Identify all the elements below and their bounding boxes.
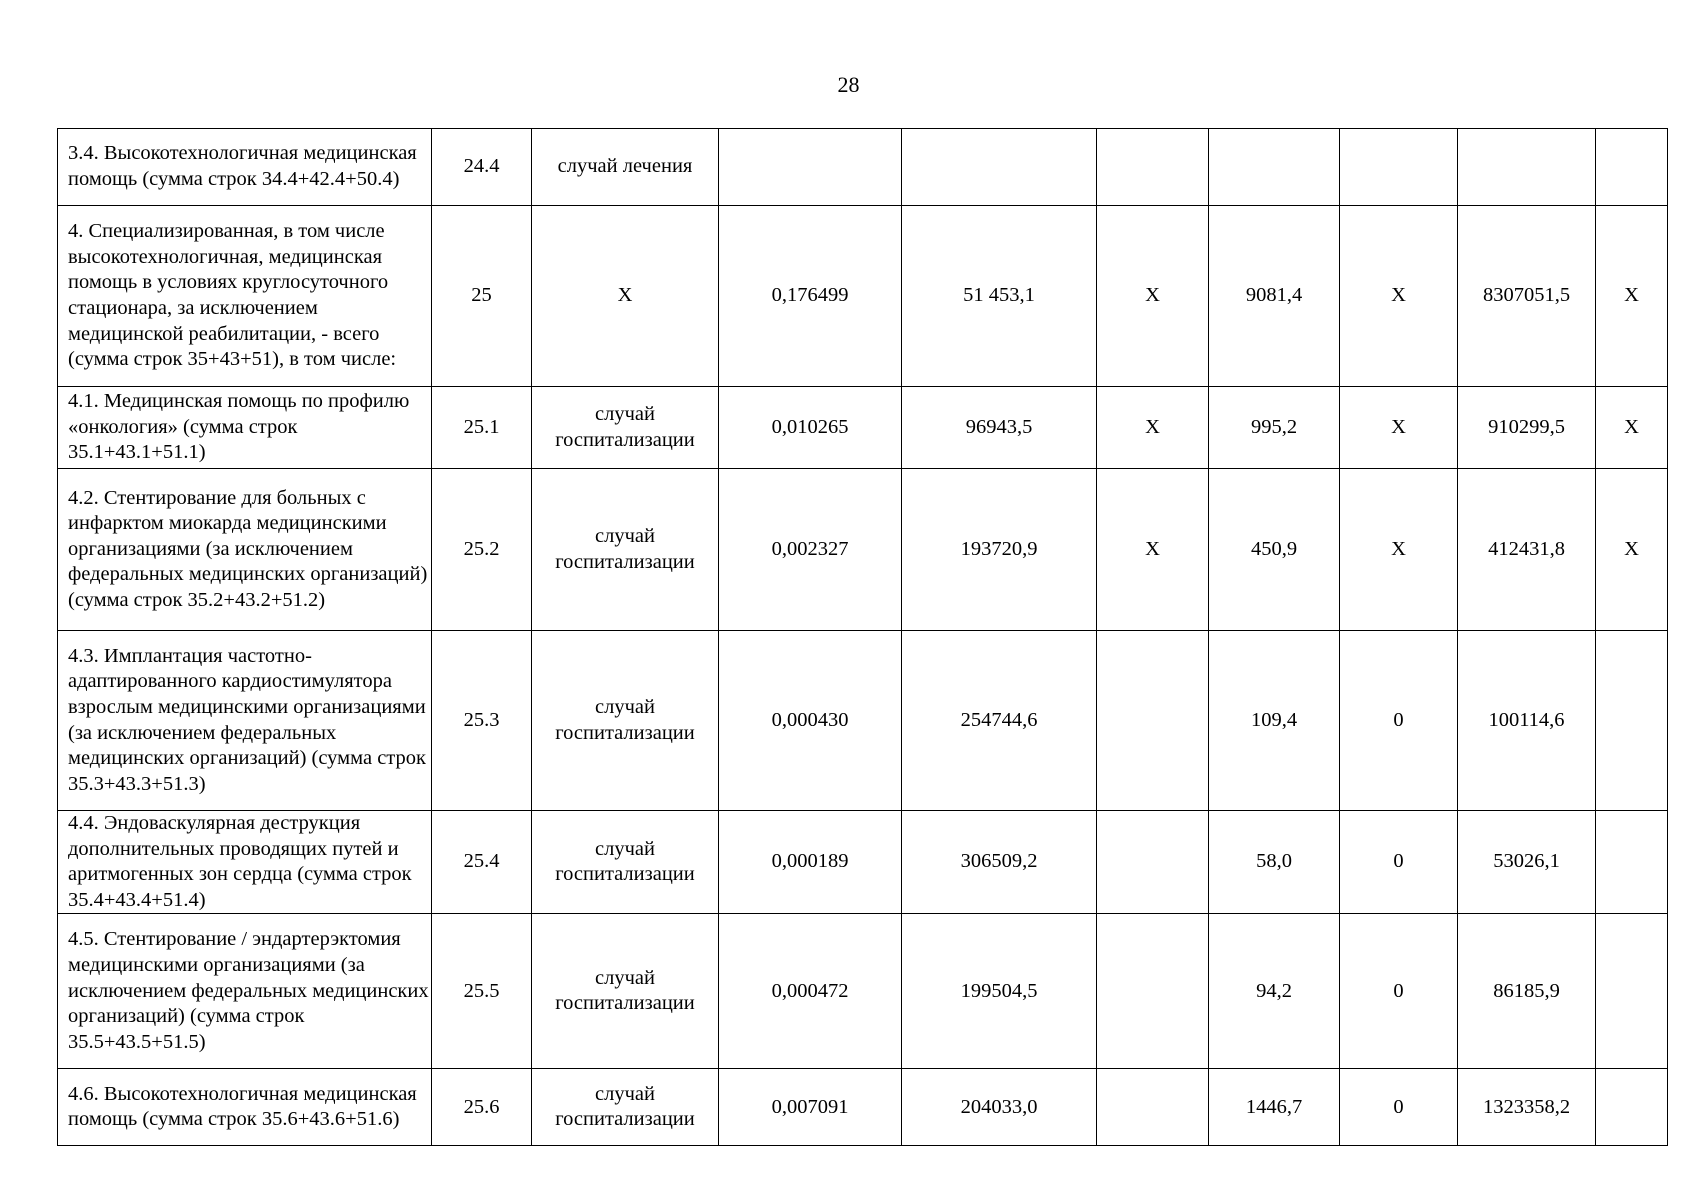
value-cell: 204033,0 bbox=[902, 1069, 1097, 1146]
table-row bbox=[58, 631, 1668, 811]
value-cell: 0,002327 bbox=[719, 469, 902, 631]
value-cell: 100114,6 bbox=[1458, 631, 1596, 811]
value-cell: 910299,5 bbox=[1458, 387, 1596, 469]
value-cell: 86185,9 bbox=[1458, 914, 1596, 1069]
value-cell: 412431,8 bbox=[1458, 469, 1596, 631]
value-cell: 8307051,5 bbox=[1458, 206, 1596, 387]
row-number-cell: 25.5 bbox=[432, 914, 532, 1069]
row-name-cell: 4.1. Медицинская помощь по профилю «онкология» (сумма строк 35.1+43.1+51.1) bbox=[58, 387, 432, 469]
row-number-cell: 25.1 bbox=[432, 387, 532, 469]
table-row bbox=[58, 469, 1668, 631]
value-cell: 0 bbox=[1340, 631, 1458, 811]
value-cell: Х bbox=[1596, 469, 1668, 631]
table-row bbox=[58, 387, 1668, 469]
row-number-cell: 25.3 bbox=[432, 631, 532, 811]
value-cell: 254744,6 bbox=[902, 631, 1097, 811]
table-row bbox=[58, 1069, 1668, 1146]
value-cell bbox=[1097, 129, 1209, 206]
row-name-cell: 4.6. Высокотехнологичная медицинская помощь (сумма строк 35.6+43.6+51.6) bbox=[58, 1069, 432, 1146]
value-cell: 450,9 bbox=[1209, 469, 1340, 631]
value-cell bbox=[1596, 914, 1668, 1069]
row-number-cell: 25.4 bbox=[432, 811, 532, 914]
value-cell: 1446,7 bbox=[1209, 1069, 1340, 1146]
value-cell: Х bbox=[1097, 469, 1209, 631]
value-cell bbox=[1209, 129, 1340, 206]
value-cell: Х bbox=[1340, 206, 1458, 387]
row-number-cell: 25 bbox=[432, 206, 532, 387]
value-cell bbox=[1097, 811, 1209, 914]
value-cell bbox=[719, 129, 902, 206]
value-cell bbox=[1596, 631, 1668, 811]
value-cell bbox=[1340, 129, 1458, 206]
unit-cell: случай госпитализации bbox=[532, 1069, 719, 1146]
value-cell: 53026,1 bbox=[1458, 811, 1596, 914]
value-cell: 306509,2 bbox=[902, 811, 1097, 914]
value-cell: 1323358,2 bbox=[1458, 1069, 1596, 1146]
value-cell: 0,000189 bbox=[719, 811, 902, 914]
value-cell: Х bbox=[1097, 206, 1209, 387]
value-cell bbox=[1458, 129, 1596, 206]
value-cell: Х bbox=[1097, 387, 1209, 469]
value-cell bbox=[1097, 1069, 1209, 1146]
unit-cell: случай госпитализации bbox=[532, 469, 719, 631]
value-cell: 995,2 bbox=[1209, 387, 1340, 469]
unit-cell: Х bbox=[532, 206, 719, 387]
row-name-cell: 4. Специализированная, в том числе высокотехнологичная, медицинская помощь в условиях круглосуточного стационара, за исключением медицинской реабилитации, - всего (сумма строк 35+43+51), в том числе: bbox=[58, 206, 432, 387]
unit-cell: случай госпитализации bbox=[532, 631, 719, 811]
row-number-cell: 24.4 bbox=[432, 129, 532, 206]
value-cell bbox=[902, 129, 1097, 206]
value-cell: 0,000472 bbox=[719, 914, 902, 1069]
value-cell: 0,007091 bbox=[719, 1069, 902, 1146]
value-cell: 0 bbox=[1340, 914, 1458, 1069]
value-cell: 0 bbox=[1340, 1069, 1458, 1146]
value-cell: 0,176499 bbox=[719, 206, 902, 387]
value-cell: 51 453,1 bbox=[902, 206, 1097, 387]
table-row bbox=[58, 914, 1668, 1069]
table-row bbox=[58, 206, 1668, 387]
value-cell bbox=[1097, 914, 1209, 1069]
value-cell: 96943,5 bbox=[902, 387, 1097, 469]
value-cell bbox=[1596, 811, 1668, 914]
row-name-cell: 4.5. Стентирование / эндартерэктомия медицинскими организациями (за исключением федеральных медицинских организаций) (сумма строк 35.5+43.5+51.5) bbox=[58, 914, 432, 1069]
value-cell: 193720,9 bbox=[902, 469, 1097, 631]
value-cell bbox=[1097, 631, 1209, 811]
value-cell: 0 bbox=[1340, 811, 1458, 914]
value-cell: 9081,4 bbox=[1209, 206, 1340, 387]
page-number: 28 bbox=[837, 72, 860, 97]
value-cell: Х bbox=[1340, 387, 1458, 469]
value-cell bbox=[1596, 1069, 1668, 1146]
value-cell: 58,0 bbox=[1209, 811, 1340, 914]
value-cell: 0,000430 bbox=[719, 631, 902, 811]
value-cell: 0,010265 bbox=[719, 387, 902, 469]
unit-cell: случай госпитализации bbox=[532, 914, 719, 1069]
value-cell: Х bbox=[1596, 206, 1668, 387]
value-cell: Х bbox=[1596, 387, 1668, 469]
value-cell: Х bbox=[1340, 469, 1458, 631]
value-cell: 199504,5 bbox=[902, 914, 1097, 1069]
value-cell bbox=[1596, 129, 1668, 206]
unit-cell: случай лечения bbox=[532, 129, 719, 206]
table-row bbox=[58, 129, 1668, 206]
row-name-cell: 4.4. Эндоваскулярная деструкция дополнительных проводящих путей и аритмогенных зон сердца (сумма строк 35.4+43.4+51.4) bbox=[58, 811, 432, 914]
row-number-cell: 25.2 bbox=[432, 469, 532, 631]
unit-cell: случай госпитализации bbox=[532, 387, 719, 469]
value-cell: 109,4 bbox=[1209, 631, 1340, 811]
unit-cell: случай госпитализации bbox=[532, 811, 719, 914]
row-name-cell: 4.2. Стентирование для больных с инфарктом миокарда медицинскими организациями (за исключением федеральных медицинских организаций) (сумма строк 35.2+43.2+51.2) bbox=[58, 469, 432, 631]
row-name-cell: 3.4. Высокотехнологичная медицинская помощь (сумма строк 34.4+42.4+50.4) bbox=[58, 129, 432, 206]
table-row bbox=[58, 811, 1668, 914]
row-number-cell: 25.6 bbox=[432, 1069, 532, 1146]
row-name-cell: 4.3. Имплантация частотно-адаптированного кардиостимулятора взрослым медицинскими организациями (за исключением федеральных медицинских организаций) (сумма строк 35.3+43.3+51.3) bbox=[58, 631, 432, 811]
financing-table bbox=[57, 128, 1668, 1146]
value-cell: 94,2 bbox=[1209, 914, 1340, 1069]
